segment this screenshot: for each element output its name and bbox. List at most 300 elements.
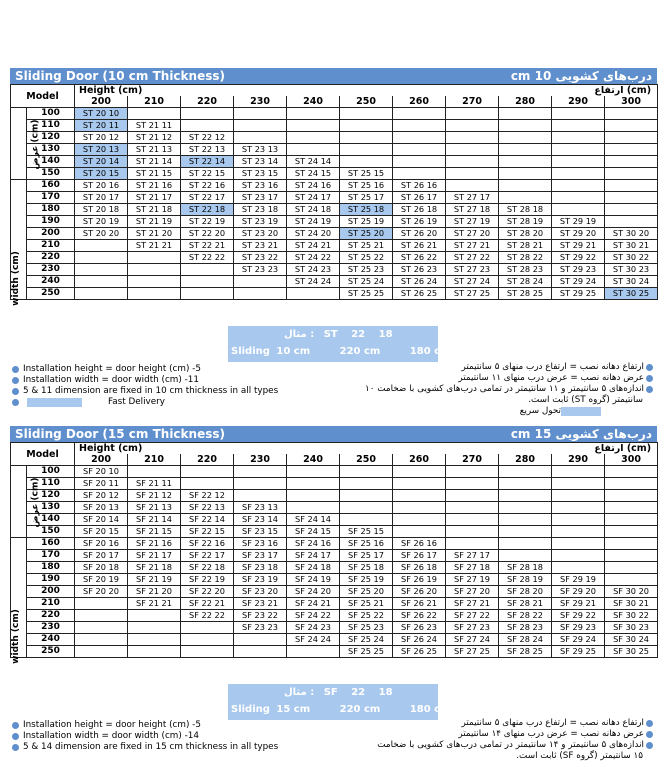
empty-cell [234, 466, 287, 478]
bullet-icon [12, 744, 19, 751]
model-cell: ST 28 19 [499, 216, 552, 228]
bullet-icon [646, 720, 653, 727]
model-cell: SF 25 16 [340, 538, 393, 550]
empty-cell [181, 120, 234, 132]
empty-cell [340, 156, 393, 168]
width-row-130: 130 [27, 144, 75, 156]
empty-cell [446, 168, 499, 180]
empty-cell [393, 514, 446, 526]
empty-cell [605, 144, 658, 156]
example-line-1 [284, 329, 393, 340]
width-row-250: 250 [27, 288, 75, 300]
empty-cell [605, 192, 658, 204]
model-cell: SF 25 19 [340, 574, 393, 586]
model-cell: ST 26 21 [393, 240, 446, 252]
model-cell: SF 23 14 [234, 514, 287, 526]
model-cell: ST 27 17 [446, 192, 499, 204]
table-row [11, 180, 658, 192]
model-cell: SF 24 14 [287, 514, 340, 526]
model-cell: SF 22 18 [181, 562, 234, 574]
table-row [11, 502, 658, 514]
width-row-100: 100 [27, 466, 75, 478]
model-cell: SF 30 23 [605, 622, 658, 634]
model-cell: SF 30 24 [605, 634, 658, 646]
model-cell: SF 21 18 [128, 562, 181, 574]
side-label-en: width (cm) [11, 538, 27, 658]
empty-cell [499, 144, 552, 156]
model-cell: SF 22 16 [181, 538, 234, 550]
model-cell: SF 29 25 [552, 646, 605, 658]
empty-cell [393, 120, 446, 132]
empty-cell [499, 120, 552, 132]
model-cell: ST 20 16 [75, 180, 128, 192]
model-cell: SF 28 24 [499, 634, 552, 646]
height-col-220: 220 [181, 454, 234, 466]
height-col-270: 270 [446, 96, 499, 108]
empty-cell [340, 132, 393, 144]
height-col-250: 250 [340, 454, 393, 466]
model-cell: ST 24 23 [287, 264, 340, 276]
empty-cell [234, 490, 287, 502]
model-cell: SF 27 18 [446, 562, 499, 574]
empty-cell [446, 108, 499, 120]
model-cell: SF 24 15 [287, 526, 340, 538]
table-row [11, 240, 658, 252]
model-cell: SF 24 16 [287, 538, 340, 550]
model-cell: ST 20 18 [75, 204, 128, 216]
model-cell: SF 20 17 [75, 550, 128, 562]
note-en-1: Installation height = door height (cm) -5 [10, 720, 201, 730]
height-col-230: 230 [234, 454, 287, 466]
empty-cell [499, 526, 552, 538]
empty-cell [181, 634, 234, 646]
model-cell: SF 23 13 [234, 502, 287, 514]
model-cell: ST 28 21 [499, 240, 552, 252]
model-cell: ST 22 22 [181, 252, 234, 264]
note-en-1: Installation height = door height (cm) -5 [10, 364, 201, 374]
model-cell: SF 29 23 [552, 622, 605, 634]
empty-cell [552, 144, 605, 156]
width-row-190: 190 [27, 216, 75, 228]
width-row-200: 200 [27, 586, 75, 598]
model-cell: ST 29 19 [552, 216, 605, 228]
section-title-en: Sliding Door (10 cm Thickness) [15, 69, 225, 83]
empty-cell [287, 288, 340, 300]
model-cell: SF 28 23 [499, 622, 552, 634]
example-val1: 10 cm [276, 346, 311, 357]
empty-cell [605, 514, 658, 526]
model-cell: ST 27 21 [446, 240, 499, 252]
height-col-290: 290 [552, 96, 605, 108]
model-cell: SF 21 21 [128, 598, 181, 610]
width-row-140: 140 [27, 514, 75, 526]
height-col-280: 280 [499, 96, 552, 108]
bullet-icon [646, 742, 653, 749]
empty-cell [287, 502, 340, 514]
example-box-10cm [228, 326, 451, 362]
model-cell: SF 25 18 [340, 562, 393, 574]
model-cell: SF 23 20 [234, 586, 287, 598]
empty-cell [605, 526, 658, 538]
model-cell: SF 26 19 [393, 574, 446, 586]
height-col-300: 300 [605, 96, 658, 108]
empty-cell [181, 276, 234, 288]
empty-cell [499, 550, 552, 562]
model-cell: SF 24 19 [287, 574, 340, 586]
table-row [11, 550, 658, 562]
empty-cell [499, 132, 552, 144]
width-row-240: 240 [27, 634, 75, 646]
size-table [10, 84, 658, 306]
model-cell: ST 29 22 [552, 252, 605, 264]
example-val2: 220 cm [339, 704, 381, 715]
empty-cell [552, 478, 605, 490]
model-cell: ST 26 20 [393, 228, 446, 240]
model-cell: SF 29 19 [552, 574, 605, 586]
model-cell: ST 25 16 [340, 180, 393, 192]
model-cell: ST 22 19 [181, 216, 234, 228]
notes-15cm [10, 718, 657, 764]
empty-cell [75, 622, 128, 634]
empty-cell [605, 574, 658, 586]
table-row [11, 634, 658, 646]
empty-cell [234, 120, 287, 132]
model-cell: SF 25 20 [340, 586, 393, 598]
empty-cell [181, 622, 234, 634]
example-val1: 15 cm [276, 704, 311, 715]
model-cell: SF 24 17 [287, 550, 340, 562]
empty-cell [446, 144, 499, 156]
bullet-icon [12, 733, 19, 740]
model-cell: ST 26 19 [393, 216, 446, 228]
empty-cell [128, 276, 181, 288]
height-col-290: 290 [552, 454, 605, 466]
height-col-200: 200 [75, 454, 128, 466]
example-line-2 [231, 346, 451, 357]
table-row [11, 586, 658, 598]
note-en-3: 5 & 11 dimension are fixed in 10 cm thickness in all types [10, 386, 278, 396]
empty-cell [605, 156, 658, 168]
model-cell: SF 26 21 [393, 598, 446, 610]
model-cell: ST 28 20 [499, 228, 552, 240]
model-cell: ST 28 24 [499, 276, 552, 288]
empty-cell [393, 144, 446, 156]
model-cell: ST 21 12 [128, 132, 181, 144]
model-cell: SF 28 25 [499, 646, 552, 658]
model-cell: SF 20 14 [75, 514, 128, 526]
model-cell: ST 30 20 [605, 228, 658, 240]
empty-cell [393, 526, 446, 538]
model-cell: ST 30 21 [605, 240, 658, 252]
model-cell: ST 20 13 [75, 144, 128, 156]
empty-cell [393, 156, 446, 168]
model-cell: ST 26 24 [393, 276, 446, 288]
empty-cell [499, 478, 552, 490]
model-cell: ST 24 18 [287, 204, 340, 216]
width-row-100: 100 [27, 108, 75, 120]
model-cell: ST 23 13 [234, 144, 287, 156]
width-row-250: 250 [27, 646, 75, 658]
example-code: SF [323, 687, 338, 698]
model-cell: SF 30 25 [605, 646, 658, 658]
model-cell: SF 20 12 [75, 490, 128, 502]
model-cell: SF 28 21 [499, 598, 552, 610]
model-cell: SF 22 13 [181, 502, 234, 514]
empty-cell [446, 538, 499, 550]
empty-cell [552, 490, 605, 502]
note-fa-4: سانتیمتر (گروه ST) ثابت است. [528, 395, 643, 405]
section-header [10, 426, 657, 442]
empty-cell [128, 634, 181, 646]
model-cell: SF 21 14 [128, 514, 181, 526]
model-cell: SF 29 24 [552, 634, 605, 646]
empty-cell [605, 550, 658, 562]
table-row [11, 192, 658, 204]
empty-cell [605, 168, 658, 180]
model-cell: SF 30 20 [605, 586, 658, 598]
model-cell: SF 28 18 [499, 562, 552, 574]
note-fa-4: ۱۵ سانتیمتر (گروه SF) ثابت است. [516, 751, 643, 761]
width-row-220: 220 [27, 610, 75, 622]
model-cell: ST 24 19 [287, 216, 340, 228]
table-row [11, 514, 658, 526]
model-cell: ST 21 14 [128, 156, 181, 168]
height-header [75, 443, 658, 455]
model-cell: ST 21 13 [128, 144, 181, 156]
model-cell: SF 20 15 [75, 526, 128, 538]
model-cell: ST 20 11 [75, 120, 128, 132]
model-cell: SF 23 23 [234, 622, 287, 634]
model-cell: SF 21 20 [128, 586, 181, 598]
model-cell: SF 20 18 [75, 562, 128, 574]
empty-cell [287, 144, 340, 156]
table-row [11, 276, 658, 288]
model-cell: ST 30 24 [605, 276, 658, 288]
table-row [11, 288, 658, 300]
table-row [11, 216, 658, 228]
empty-cell [393, 490, 446, 502]
bullet-icon [12, 377, 19, 384]
model-cell: ST 25 25 [340, 288, 393, 300]
model-cell: SF 24 23 [287, 622, 340, 634]
empty-cell [75, 598, 128, 610]
table-row [11, 144, 658, 156]
bullet-icon [12, 388, 19, 395]
empty-cell [446, 478, 499, 490]
empty-cell [128, 610, 181, 622]
model-cell: ST 21 20 [128, 228, 181, 240]
empty-cell [499, 156, 552, 168]
empty-cell [128, 252, 181, 264]
width-row-240: 240 [27, 276, 75, 288]
model-cell: ST 27 23 [446, 264, 499, 276]
empty-cell [181, 288, 234, 300]
table-row [11, 264, 658, 276]
empty-cell [75, 264, 128, 276]
model-cell: SF 23 19 [234, 574, 287, 586]
width-row-180: 180 [27, 204, 75, 216]
height-col-210: 210 [128, 454, 181, 466]
model-cell: SF 29 21 [552, 598, 605, 610]
model-cell: SF 26 17 [393, 550, 446, 562]
model-cell: ST 28 23 [499, 264, 552, 276]
model-cell: SF 26 18 [393, 562, 446, 574]
empty-cell [234, 288, 287, 300]
empty-cell [75, 252, 128, 264]
model-cell: ST 25 21 [340, 240, 393, 252]
model-cell: SF 21 16 [128, 538, 181, 550]
empty-cell [181, 466, 234, 478]
height-col-220: 220 [181, 96, 234, 108]
example-mesal: مثال : [284, 687, 315, 698]
model-header: Model [11, 85, 75, 108]
model-cell: ST 21 17 [128, 192, 181, 204]
height-label: Height (cm) [79, 443, 143, 454]
model-cell: SF 27 23 [446, 622, 499, 634]
height-label-fa: ارتفاع (cm) [594, 443, 652, 454]
model-cell: ST 24 21 [287, 240, 340, 252]
model-cell: ST 25 23 [340, 264, 393, 276]
fast-delivery-swatch-fa [561, 407, 601, 416]
fast-delivery-swatch [27, 398, 82, 407]
height-label: Height (cm) [79, 85, 143, 96]
empty-cell [393, 478, 446, 490]
width-row-170: 170 [27, 192, 75, 204]
empty-cell [552, 192, 605, 204]
height-header [75, 85, 658, 97]
width-row-120: 120 [27, 132, 75, 144]
side-label-fa: عرض (cm) [11, 108, 27, 180]
empty-cell [499, 502, 552, 514]
model-cell: ST 24 20 [287, 228, 340, 240]
model-cell: ST 25 19 [340, 216, 393, 228]
model-cell: ST 23 14 [234, 156, 287, 168]
model-cell: ST 24 24 [287, 276, 340, 288]
model-cell: ST 24 16 [287, 180, 340, 192]
empty-cell [605, 478, 658, 490]
model-cell: ST 25 15 [340, 168, 393, 180]
width-row-220: 220 [27, 252, 75, 264]
example-w: 18 [378, 329, 393, 340]
empty-cell [499, 514, 552, 526]
model-cell: SF 25 23 [340, 622, 393, 634]
empty-cell [393, 466, 446, 478]
empty-cell [234, 478, 287, 490]
empty-cell [605, 120, 658, 132]
model-cell: ST 24 17 [287, 192, 340, 204]
empty-cell [340, 120, 393, 132]
empty-cell [605, 108, 658, 120]
model-cell: SF 21 13 [128, 502, 181, 514]
model-cell: SF 24 21 [287, 598, 340, 610]
empty-cell [499, 108, 552, 120]
empty-cell [552, 156, 605, 168]
model-cell: SF 27 25 [446, 646, 499, 658]
empty-cell [446, 514, 499, 526]
model-cell: ST 28 18 [499, 204, 552, 216]
empty-cell [552, 502, 605, 514]
model-cell: SF 30 22 [605, 610, 658, 622]
empty-cell [128, 646, 181, 658]
height-label-fa: ارتفاع (cm) [594, 85, 652, 96]
model-cell: ST 21 16 [128, 180, 181, 192]
model-cell: SF 29 22 [552, 610, 605, 622]
table-row [11, 252, 658, 264]
model-cell: SF 27 17 [446, 550, 499, 562]
empty-cell [446, 466, 499, 478]
empty-cell [287, 490, 340, 502]
example-h: 22 [351, 687, 366, 698]
empty-cell [287, 132, 340, 144]
height-col-260: 260 [393, 454, 446, 466]
model-cell: ST 30 22 [605, 252, 658, 264]
empty-cell [128, 108, 181, 120]
empty-cell [234, 108, 287, 120]
table-row [11, 598, 658, 610]
empty-cell [446, 490, 499, 502]
empty-cell [340, 514, 393, 526]
section-title-fa: درب‌های کشویی 10 cm [510, 69, 652, 83]
empty-cell [340, 490, 393, 502]
model-cell: ST 24 14 [287, 156, 340, 168]
example-val3: 180 cm [409, 704, 451, 715]
model-cell: SF 22 22 [181, 610, 234, 622]
empty-cell [287, 466, 340, 478]
model-cell: ST 22 16 [181, 180, 234, 192]
model-cell: ST 22 14 [181, 156, 234, 168]
model-cell: SF 20 19 [75, 574, 128, 586]
note-en-3: 5 & 14 dimension are fixed in 15 cm thickness in all types [10, 742, 278, 752]
note-fa-1: ارتفاع دهانه نصب = ارتفاع درب منهای ۵ سانتیمتر [462, 362, 657, 372]
table-row [11, 466, 658, 478]
model-cell: SF 24 20 [287, 586, 340, 598]
model-cell: SF 22 14 [181, 514, 234, 526]
empty-cell [75, 288, 128, 300]
table-row [11, 574, 658, 586]
model-cell: SF 22 15 [181, 526, 234, 538]
empty-cell [128, 264, 181, 276]
model-cell: SF 24 18 [287, 562, 340, 574]
model-cell: SF 29 20 [552, 586, 605, 598]
empty-cell [552, 168, 605, 180]
empty-cell [499, 180, 552, 192]
model-header: Model [11, 443, 75, 466]
side-label-en: width (cm) [11, 180, 27, 300]
table-row [11, 120, 658, 132]
model-cell: SF 23 17 [234, 550, 287, 562]
note-en-4: Fast Delivery [10, 397, 165, 407]
model-cell: ST 27 24 [446, 276, 499, 288]
example-line-2 [231, 704, 451, 715]
table-row [11, 204, 658, 216]
note-en-2: Installation width = door width (cm) -14 [10, 731, 199, 741]
empty-cell [605, 204, 658, 216]
empty-cell [340, 466, 393, 478]
height-col-280: 280 [499, 454, 552, 466]
empty-cell [128, 466, 181, 478]
bullet-icon [646, 731, 653, 738]
empty-cell [234, 646, 287, 658]
table-row [11, 610, 658, 622]
empty-cell [605, 502, 658, 514]
model-cell: ST 23 22 [234, 252, 287, 264]
model-cell: ST 26 18 [393, 204, 446, 216]
empty-cell [340, 144, 393, 156]
empty-cell [393, 132, 446, 144]
model-cell: SF 26 16 [393, 538, 446, 550]
model-cell: ST 22 13 [181, 144, 234, 156]
model-cell: ST 22 17 [181, 192, 234, 204]
